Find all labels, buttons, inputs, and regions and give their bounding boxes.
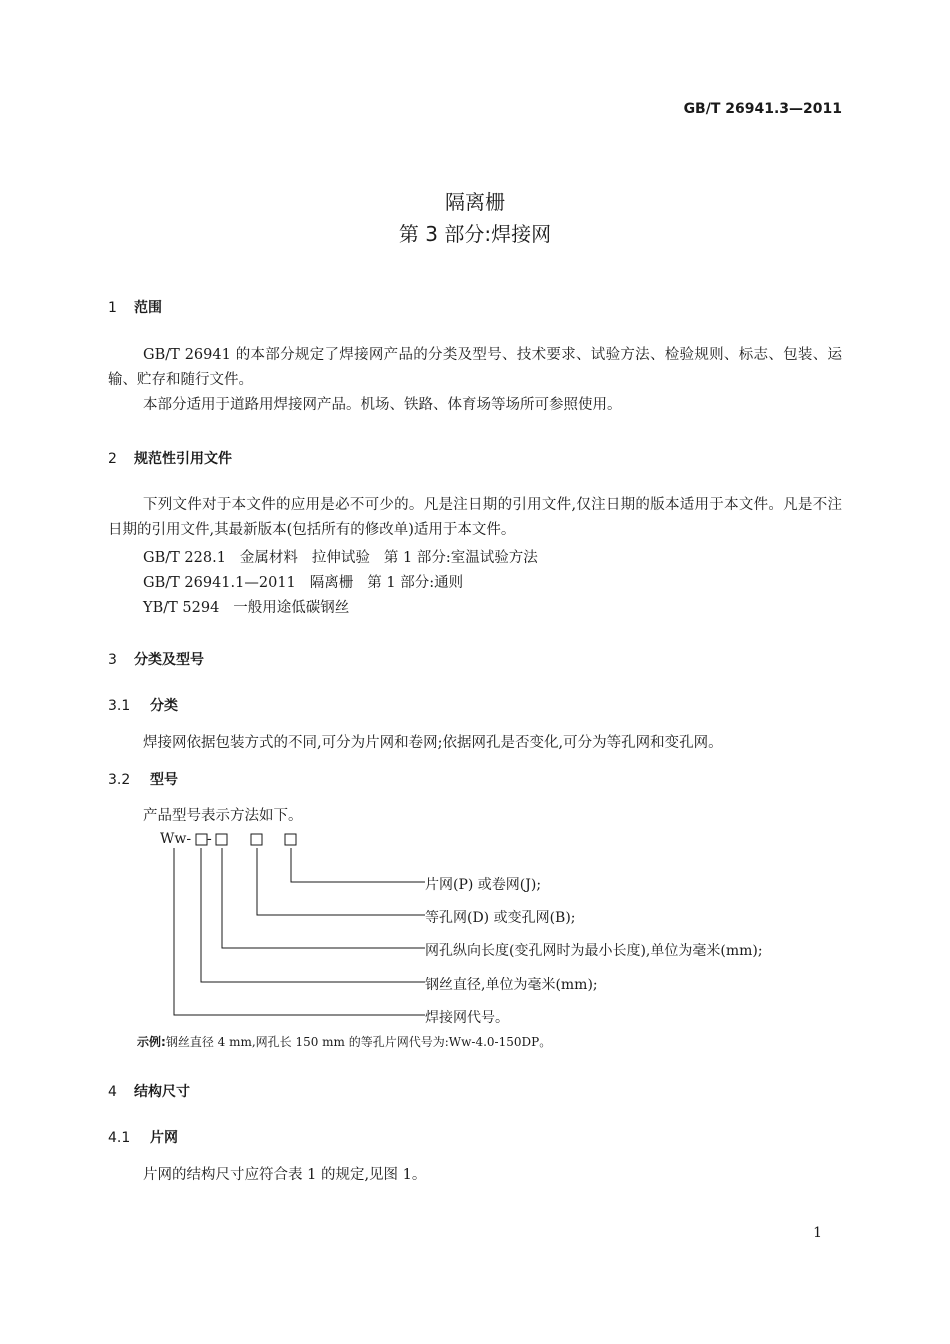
placeholder-box-length bbox=[216, 834, 227, 845]
document-subtitle: 第 3 部分:焊接网 bbox=[398, 222, 552, 246]
subsection-3-2-text: 产品型号表示方法如下。 bbox=[143, 808, 303, 824]
placeholder-box-form bbox=[285, 834, 296, 845]
reference-item bbox=[143, 546, 552, 567]
subsection-title: 片网 bbox=[150, 1130, 178, 1146]
reference-title: 一般用途低碳钢丝 bbox=[233, 600, 350, 616]
leader-line-form bbox=[291, 848, 425, 882]
reference-item bbox=[143, 596, 363, 617]
page-number: 1 bbox=[813, 1225, 822, 1241]
subsection-number: 3.2 bbox=[108, 772, 131, 788]
placeholder-box-hole-type bbox=[251, 834, 262, 845]
reference-code: YB/T 5294 bbox=[143, 600, 220, 616]
section-number: 2 bbox=[108, 451, 117, 467]
leader-line-code bbox=[174, 848, 425, 1015]
reference-code: GB/T 228.1 bbox=[143, 550, 226, 566]
subsection-4-1-text: 片网的结构尺寸应符合表 1 的规定,见图 1。 bbox=[143, 1167, 427, 1183]
example-note bbox=[137, 1033, 551, 1050]
section-number: 1 bbox=[108, 300, 117, 316]
legend-diameter: 钢丝直径,单位为毫米(mm); bbox=[425, 977, 598, 993]
placeholder-box-diameter bbox=[196, 834, 207, 845]
document-title: 隔离栅 bbox=[445, 190, 505, 214]
section-title: 结构尺寸 bbox=[134, 1084, 190, 1100]
standard-code: GB/T 26941.3—2011 bbox=[683, 101, 842, 117]
section-1-heading bbox=[108, 297, 162, 317]
leader-line-diameter bbox=[201, 848, 425, 982]
subsection-title: 分类 bbox=[150, 698, 178, 714]
reference-code: GB/T 26941.1—2011 bbox=[143, 575, 296, 591]
subsection-number: 4.1 bbox=[108, 1130, 131, 1146]
reference-item bbox=[143, 571, 477, 592]
section-number: 4 bbox=[108, 1084, 117, 1100]
leader-line-hole-type bbox=[257, 848, 425, 915]
section-3-heading bbox=[108, 649, 204, 669]
subsection-3-1-heading bbox=[108, 695, 178, 715]
section-2-heading bbox=[108, 448, 232, 468]
reference-title: 第 1 部分:通则 bbox=[367, 575, 464, 591]
leader-line-length bbox=[222, 848, 425, 948]
subsection-title: 型号 bbox=[150, 772, 178, 788]
section-1-paragraph-2: 本部分适用于道路用焊接网产品。机场、铁路、体育场等场所可参照使用。 bbox=[143, 397, 622, 413]
example-text: 钢丝直径 4 mm,网孔长 150 mm 的等孔片网代号为:Ww-4.0-150DP。 bbox=[165, 1035, 552, 1049]
subsection-3-1-text: 焊接网依据包装方式的不同,可分为片网和卷网;依据网孔是否变化,可分为等孔网和变孔网。 bbox=[143, 735, 723, 751]
reference-title: 拉伸试验 bbox=[311, 550, 370, 566]
section-4-heading bbox=[108, 1081, 190, 1101]
reference-title: 金属材料 bbox=[239, 550, 298, 566]
legend-hole-type: 等孔网(D) 或变孔网(B); bbox=[425, 910, 576, 926]
section-title: 范围 bbox=[134, 300, 162, 316]
model-prefix: Ww- bbox=[160, 831, 192, 847]
reference-title: 隔离栅 bbox=[309, 575, 354, 591]
section-2-paragraph: 下列文件对于本文件的应用是必不可少的。凡是注日期的引用文件,仅注日期的版本适用于本文件。凡是不注日期的引用文件,其最新版本(包括所有的修改单)适用于本文件。 bbox=[108, 497, 842, 538]
section-title: 规范性引用文件 bbox=[134, 451, 232, 467]
subsection-3-2-heading bbox=[108, 769, 178, 789]
example-label: 示例: bbox=[137, 1035, 166, 1049]
section-title: 分类及型号 bbox=[134, 652, 204, 668]
subsection-4-1-heading bbox=[108, 1127, 178, 1147]
section-number: 3 bbox=[108, 652, 117, 668]
legend-length: 网孔纵向长度(变孔网时为最小长度),单位为毫米(mm); bbox=[425, 943, 763, 959]
reference-title: 第 1 部分:室温试验方法 bbox=[383, 550, 538, 566]
model-separator: - bbox=[207, 831, 212, 847]
section-1-paragraph-1: GB/T 26941 的本部分规定了焊接网产品的分类及型号、技术要求、试验方法、检验规则、标志、包装、运输、贮存和随行文件。 bbox=[108, 347, 842, 388]
subsection-number: 3.1 bbox=[108, 698, 131, 714]
legend-form: 片网(P) 或卷网(J); bbox=[425, 877, 542, 893]
legend-code: 焊接网代号。 bbox=[425, 1010, 509, 1026]
